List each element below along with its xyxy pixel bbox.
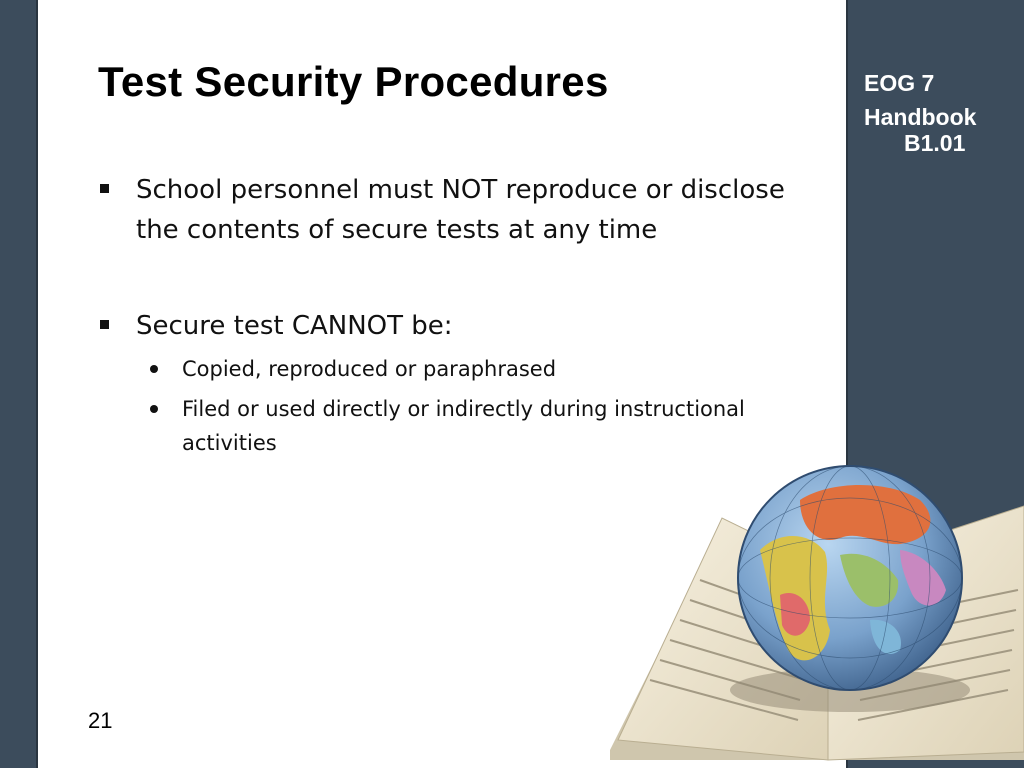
sidebar-reference [864, 66, 976, 160]
slide-number: 21 [88, 708, 113, 733]
sub-bullet-item [98, 392, 818, 460]
bullet-item [98, 170, 818, 250]
sidebar-line-2: Handbook [864, 104, 977, 130]
round-bullet-icon [150, 365, 158, 373]
sub-bullet-text: Filed or used directly or indirectly during instructional activities [182, 397, 745, 455]
sub-bullet-item [98, 352, 818, 386]
left-frame-strip [0, 0, 36, 768]
bullet-text: School personnel must NOT reproduce or disclose the contents of secure tests at any time [136, 175, 785, 245]
round-bullet-icon [150, 405, 158, 413]
bullet-text: Secure test CANNOT be: [136, 311, 453, 341]
globe-on-open-book-icon [600, 460, 1024, 768]
square-bullet-icon [100, 320, 109, 329]
sidebar-line-3: B1.01 [904, 130, 966, 156]
bullet-item [98, 306, 818, 346]
sub-bullet-text: Copied, reproduced or paraphrased [182, 357, 557, 381]
bullet-list [98, 170, 818, 460]
sidebar-line-1: EOG 7 [864, 70, 935, 96]
square-bullet-icon [100, 184, 109, 193]
slide-title: Test Security Procedures [98, 58, 609, 105]
